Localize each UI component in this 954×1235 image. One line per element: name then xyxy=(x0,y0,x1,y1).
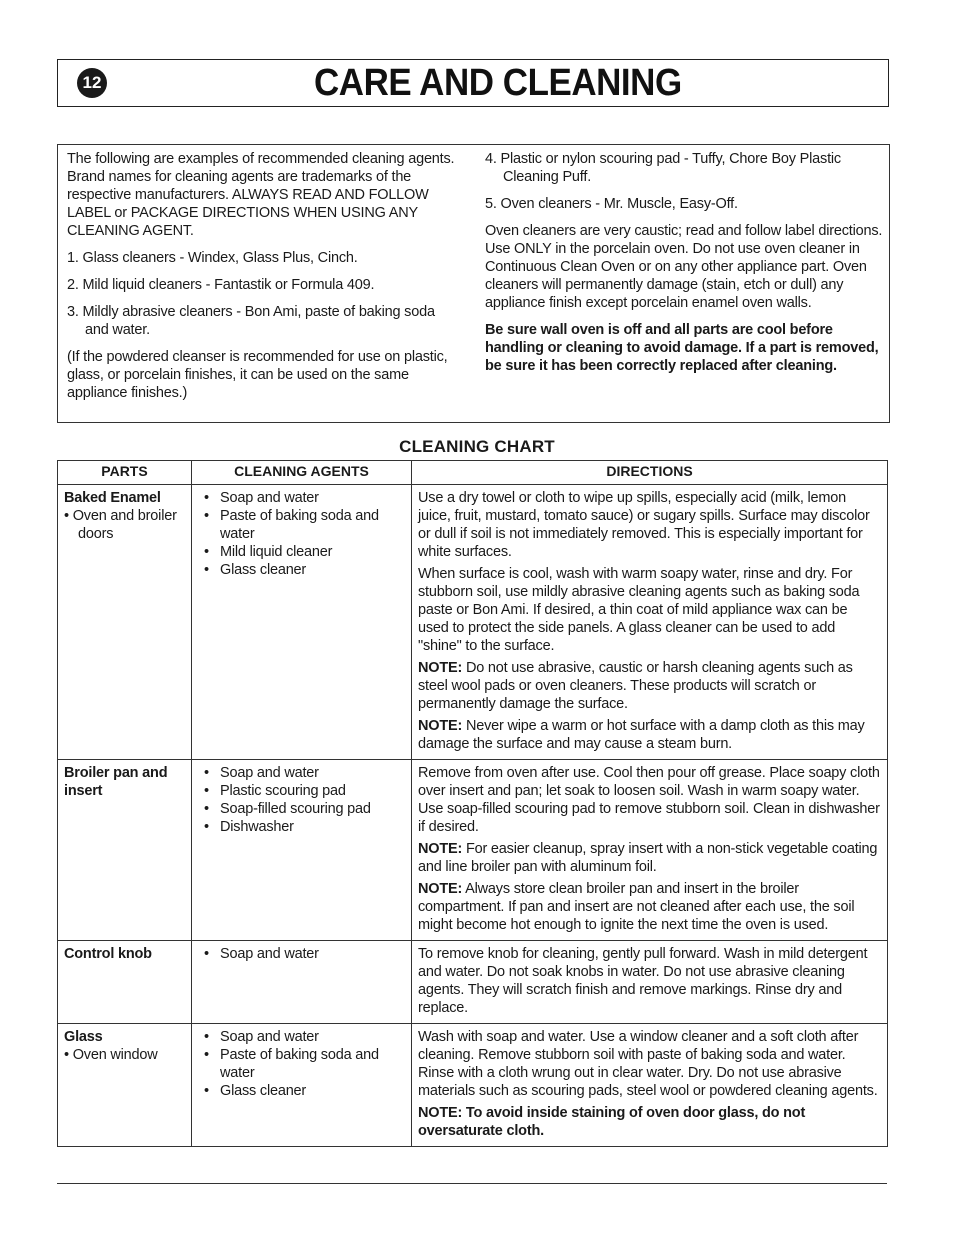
intro-section xyxy=(57,144,890,423)
agent-item xyxy=(204,800,405,818)
part-subitem: • Oven and broiler doors xyxy=(64,508,177,542)
part-cell xyxy=(58,485,192,760)
direction-text: For easier cleanup, spray insert with a non-stick vegetable coating and line broiler pan with aluminum foil. xyxy=(418,841,878,875)
agent-item xyxy=(204,489,405,507)
part-cell xyxy=(58,760,192,941)
chart-header-row xyxy=(58,461,888,485)
header-cleaning-agents: CLEANING AGENTS xyxy=(192,461,412,485)
agent-item xyxy=(204,818,405,836)
bottom-rule xyxy=(57,1183,887,1184)
direction-text: When surface is cool, wash with warm soapy water, rinse and dry. For stubborn soil, use mildly abrasive cleaning agents such as baking soda paste or Bon Ami. If desired, a thin coat of mild appliance wax can be used to protect the side panels. A glass cleaner can be used to add "shine" to the surface. xyxy=(418,566,860,654)
safety-warning: Be sure wall oven is off and all parts are cool before handling or cleaning to avoid damage. If a part is removed, be sure it has been correctly replaced after cleaning. xyxy=(485,322,879,374)
agents-cell xyxy=(192,941,412,1024)
part-name: Control knob xyxy=(64,946,152,962)
part-name: Glass xyxy=(64,1029,103,1045)
agent-label: Dishwasher xyxy=(220,819,294,835)
header-parts: PARTS xyxy=(58,461,192,485)
directions-cell xyxy=(412,1024,888,1147)
agent-label: Soap and water xyxy=(220,490,319,506)
agent-item xyxy=(204,507,405,543)
note-label: NOTE: xyxy=(418,841,463,857)
agent-item xyxy=(204,543,405,561)
cleaner-item-4: 4. Plastic or nylon scouring pad - Tuffy, Chore Boy Plastic Cleaning Puff. xyxy=(485,151,841,185)
cleaner-item-1: 1. Glass cleaners - Windex, Glass Plus, Cinch. xyxy=(67,250,358,266)
direction-text: Never wipe a warm or hot surface with a damp cloth as this may damage the surface and may cause a steam burn. xyxy=(418,718,865,752)
agent-label: Soap-filled scouring pad xyxy=(220,801,371,817)
intro-paragraph: The following are examples of recommended cleaning agents. Brand names for cleaning agents are trademarks of the respective manufacturers. ALWAYS READ AND FOLLOW LABEL or PACKAGE DIRECTIONS WHEN USING ANY CLEANING AGENT. xyxy=(67,151,455,239)
directions-cell xyxy=(412,485,888,760)
direction-paragraph xyxy=(418,717,881,753)
page-number-badge: 12 xyxy=(77,68,107,98)
table-row xyxy=(58,760,888,941)
direction-paragraph xyxy=(418,764,881,836)
note-label: NOTE: xyxy=(418,718,463,734)
agents-list xyxy=(198,489,405,579)
direction-paragraph xyxy=(418,880,881,934)
agent-label: Paste of baking soda and water xyxy=(220,508,379,542)
part-name: Broiler pan and insert xyxy=(64,765,168,799)
table-row xyxy=(58,941,888,1024)
agents-cell xyxy=(192,760,412,941)
table-row xyxy=(58,1024,888,1147)
agents-cell xyxy=(192,1024,412,1147)
note-label: NOTE: To avoid inside staining of oven door glass, do not oversaturate cloth. xyxy=(418,1105,806,1139)
header-directions: DIRECTIONS xyxy=(412,461,888,485)
page-title: CARE AND CLEANING xyxy=(314,62,682,104)
direction-text: Use a dry towel or cloth to wipe up spills, especially acid (milk, lemon juice, fruit, mustard, tomato sauce) or sugary spills. Surface may discolor or dull if soil is not immediately removed. This is especially important for white surfaces. xyxy=(418,490,870,560)
direction-paragraph xyxy=(418,489,881,561)
note-label: NOTE: xyxy=(418,881,463,897)
part-cell xyxy=(58,1024,192,1147)
agent-item xyxy=(204,1082,405,1100)
direction-paragraph xyxy=(418,565,881,655)
cleaning-chart xyxy=(57,460,888,1147)
agent-item xyxy=(204,764,405,782)
intro-right-column xyxy=(485,150,885,384)
part-cell xyxy=(58,941,192,1024)
table-row xyxy=(58,485,888,760)
agent-item xyxy=(204,1028,405,1046)
direction-paragraph xyxy=(418,1028,881,1100)
cleaner-item-5: 5. Oven cleaners - Mr. Muscle, Easy-Off. xyxy=(485,196,738,212)
part-subitem: • Oven window xyxy=(64,1047,158,1063)
direction-paragraph xyxy=(418,840,881,876)
agents-cell xyxy=(192,485,412,760)
oven-cleaner-caution: Oven cleaners are very caustic; read and follow label directions. Use ONLY in the porcelain oven. Do not use oven cleaner in Continuous Clean Oven or on any other appliance part. Oven cleaners will permanently damage (stain, etch or dull) any appliance finish except porcelain enamel oven walls. xyxy=(485,223,883,311)
note-label: NOTE: xyxy=(418,660,463,676)
direction-text: Always store clean broiler pan and insert in the broiler compartment. If pan and insert are not cleaned after each use, the soil might become hot enough to ignite the next time the oven is used. xyxy=(418,881,855,933)
direction-paragraph xyxy=(418,659,881,713)
direction-text: Do not use abrasive, caustic or harsh cleaning agents such as steel wool pads or oven cleaners. These products will scratch or permanently damage the surface. xyxy=(418,660,853,712)
chart-title: CLEANING CHART xyxy=(399,437,555,456)
page-header xyxy=(57,59,889,107)
direction-text: To remove knob for cleaning, gently pull forward. Wash in mild detergent and water. Do not soak knobs in water. Do not use abrasive cleaning agents. They will scratch finish and remove markings. Rinse dry and replace. xyxy=(418,946,868,1016)
intro-left-column xyxy=(67,150,462,411)
agent-label: Glass cleaner xyxy=(220,562,307,578)
powdered-cleanser-note: (If the powdered cleanser is recommended for use on plastic, glass, or porcelain finishes, it can be used on the same appliance finishes.) xyxy=(67,349,448,401)
direction-paragraph xyxy=(418,945,881,1017)
agents-list xyxy=(198,945,405,963)
direction-text: Remove from oven after use. Cool then pour off grease. Place soapy cloth over insert and pan; let soak to loosen soil. Wash in warm soapy water. Use soap-filled scouring pad to remove stubborn soil. Clean in dishwasher if desired. xyxy=(418,765,880,835)
agent-label: Soap and water xyxy=(220,946,319,962)
part-name: Baked Enamel xyxy=(64,490,161,506)
cleaner-item-2: 2. Mild liquid cleaners - Fantastik or Formula 409. xyxy=(67,277,375,293)
agent-item xyxy=(204,782,405,800)
direction-paragraph xyxy=(418,1104,881,1140)
agents-list xyxy=(198,1028,405,1100)
agent-item xyxy=(204,1046,405,1082)
cleaner-item-3: 3. Mildly abrasive cleaners - Bon Ami, paste of baking soda and water. xyxy=(67,304,435,338)
agents-list xyxy=(198,764,405,836)
agent-label: Soap and water xyxy=(220,765,319,781)
agent-item xyxy=(204,945,405,963)
directions-cell xyxy=(412,941,888,1024)
agent-label: Soap and water xyxy=(220,1029,319,1045)
agent-label: Paste of baking soda and water xyxy=(220,1047,379,1081)
directions-cell xyxy=(412,760,888,941)
agent-item xyxy=(204,561,405,579)
agent-label: Plastic scouring pad xyxy=(220,783,346,799)
agent-label: Glass cleaner xyxy=(220,1083,307,1099)
direction-text: Wash with soap and water. Use a window cleaner and a soft cloth after cleaning. Remove stubborn soil with paste of baking soda and water. Rinse with a cloth wrung out in clear water. Dry. Do not use abrasive materials such as scouring pads, steel wool or powdered cleaning agents. xyxy=(418,1029,878,1099)
agent-label: Mild liquid cleaner xyxy=(220,544,333,560)
